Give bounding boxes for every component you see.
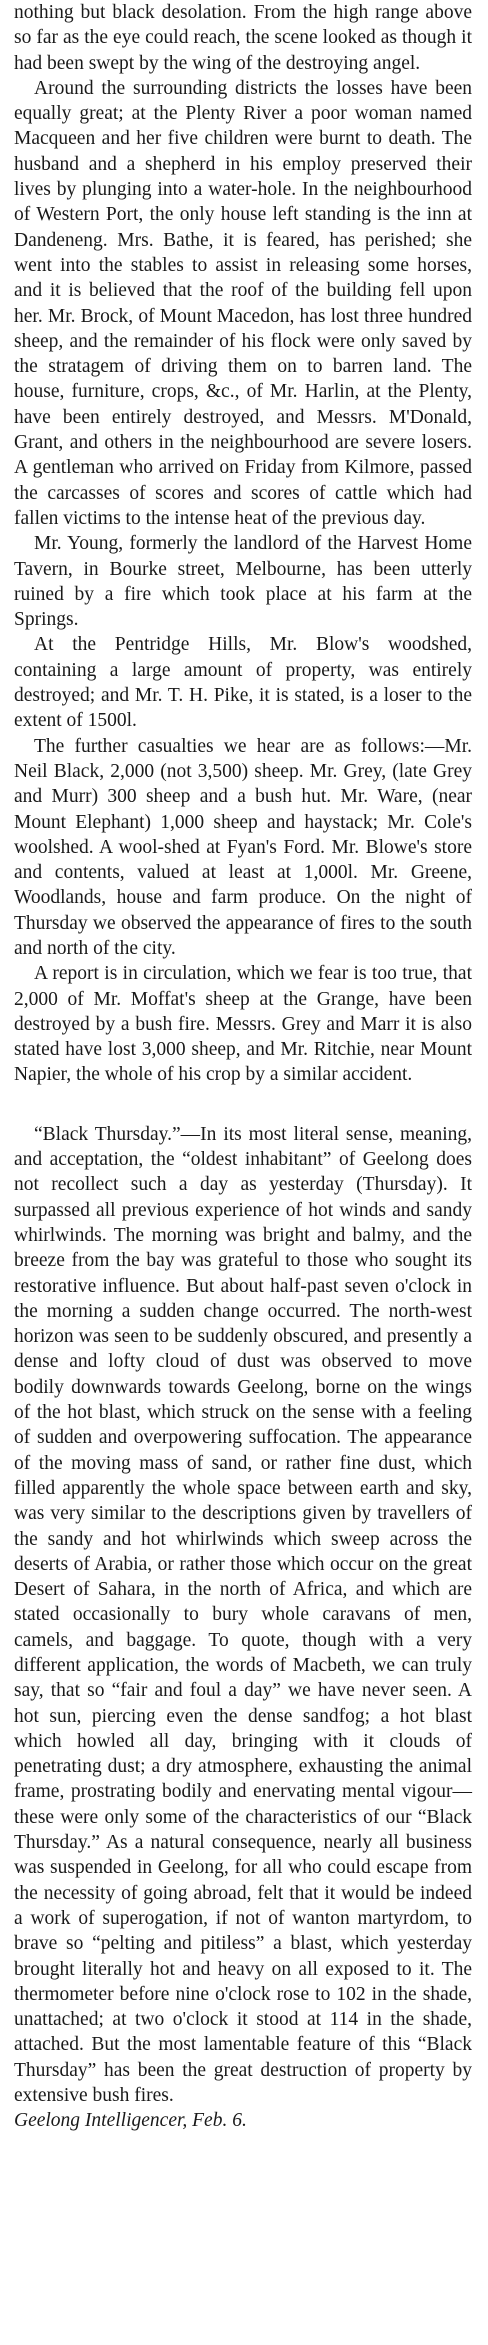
article-paragraph-pentridge-hills: At the Pentridge Hills, Mr. Blow's woodshed, containing a large amount of property, was entirely destroyed; and Mr. T. H. Pike, it is stated, is a loser to the extent of 1500l. — [14, 634, 472, 732]
source-signoff: Geelong Intelligencer, Feb. 6. — [14, 2110, 247, 2132]
newspaper-column — [14, 0, 472, 2134]
article-paragraph-further-casualties: The further casualties we hear are as follows:—Mr. Neil Black, 2,000 (not 3,500) sheep. Mr. Grey, (late Grey and Murr) 300 sheep and a bush hut. Mr. Ware, (near Mount Elephant) 1,000 sheep and haystack; Mr. Cole's woolshed. A wool-shed at Fyan's Ford. Mr. Blowe's store and contents, valued at least at 1,000l. Mr. Greene, Woodlands, house and farm produce. On the night of Thursday we observed the appearance of fires to the south and north of the city. — [14, 735, 472, 959]
article-paragraph-surrounding-districts: Around the surrounding districts the losses have been equally great; at the Plenty River a poor woman named Macqueen and her five children were burnt to death. The husband and a shepherd in his employ preserved their lives by plunging into a water-hole. In the neighbourhood of Western Port, the only house left standing is the inn at Dandeneng. Mrs. Bathe, it is feared, has perished; she went into the stables to assist in releasing some horses, and it is believed that the roof of the building fell upon her. Mr. Brock, of Mount Macedon, has lost three hundred sheep, and the remainder of his flock were only saved by the stratagem of driving them on to barren land. The house, furniture, crops, &c., of Mr. Harlin, at the Plenty, have been entirely destroyed, and Messrs. M'Donald, Grant, and others in the neighbourhood are severe losers. A gentleman who arrived on Friday from Kilmore, passed the carcasses of scores and scores of cattle which had fallen victims to the intense heat of the previous day. — [14, 77, 472, 529]
black-thursday-heading: “Black Thursday.” — [34, 1123, 181, 1145]
article-paragraph-desolation: nothing but black desolation. From the high range above so far as the eye could reach, the scene looked as though it had been swept by the wing of the destroying angel. — [14, 2, 472, 74]
article-paragraph-mr-young: Mr. Young, formerly the landlord of the Harvest Home Tavern, in Bourke street, Melbourne, has been utterly ruined by a fire which took place at his farm at the Springs. — [14, 533, 472, 631]
section-gap — [14, 1088, 472, 1122]
black-thursday-paragraph — [14, 1122, 472, 2109]
article-paragraph-report-circulation: A report is in circulation, which we fear is too true, that 2,000 of Mr. Moffat's sheep at the Grange, have been destroyed by a bush fire. Messrs. Grey and Marr it is also stated have lost 3,000 sheep, and Mr. Ritchie, near Mount Napier, the whole of his crop by a similar accident. — [14, 963, 472, 1086]
black-thursday-body: —In its most literal sense, meaning, and acceptation, the “oldest inhabitant” of Geelong does not recollect such a day as yesterday (Thursday). It surpassed all previous experience of hot winds and sandy whirlwinds. The morning was bright and balmy, and the breeze from the bay was grateful to those who sought its restorative influence. But about half-past seven o'clock in the morning a sudden change occurred. The north-west horizon was seen to be suddenly obscured, and presently a dense and lofty cloud of dust was observed to move bodily downwards towards Geelong, borne on the wings of the hot blast, which struck on the sense with a feeling of sudden and overpowering suffocation. The appearance of the moving mass of sand, or rather fine dust, which filled apparently the whole space between earth and sky, was very similar to the descriptions given by travellers of the sandy and hot whirlwinds which sweep across the deserts of Arabia, or rather those which occur on the great Desert of Sahara, in the north of Africa, and which are stated occasionally to bury whole caravans of men, camels, and baggage. To quote, though with a very different application, the words of Macbeth, we can truly say, that so “fair and foul a day” we have never seen. A hot sun, piercing even the dense sandfog; a hot blast which howled all day, bringing with it clouds of penetrating dust; a dry atmosphere, exhausting the animal frame, prostrating bodily and enervating mental vigour—these were only some of the characteristics of our “Black Thursday.” As a natural consequence, nearly all business was suspended in Geelong, for all who could escape from the necessity of going abroad, felt that it would be indeed a work of superogation, if not of wanton martyrdom, to brave so “pelting and pitiless” a blast, which yesterday brought literally hot and heavy on all exposed to it. The thermometer before nine o'clock rose to 102 in the shade, unattached; at two o'clock it stood at 114 in the shade, attached. But the most lamentable feature of this “Black Thursday” has been the great destruction of property by extensive bush fires. — [14, 1123, 473, 2107]
